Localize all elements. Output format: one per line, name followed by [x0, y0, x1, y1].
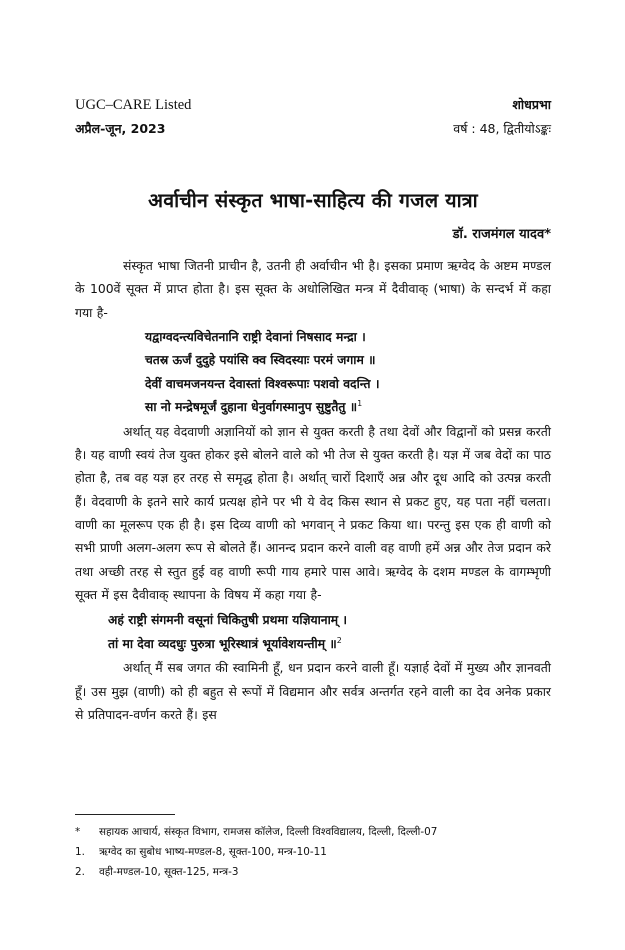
paragraph-intro: संस्कृत भाषा जितनी प्राचीन है, उतनी ही अर्वाचीन भी है। इसका प्रमाण ऋग्वेद के अष्टम मण्डल के 100वें सूक्त में प्राप्त होता है। इस सूक्त के अधोलिखित मन्त्र में दैवीवाक् (भाषा) के सन्दर्भ में कहा गया है-	[75, 258, 551, 320]
verse-line: यद्वाग्वदन्त्यविचेतनानि राष्ट्री देवानां निषसाद मन्द्रा ।	[145, 329, 366, 344]
volume-issue: वर्ष : 48, द्वितीयोऽङ्कः	[453, 121, 551, 136]
running-header-row-1	[75, 96, 551, 114]
running-header-row-2	[75, 120, 551, 137]
issue-date: अप्रैल-जून, 2023	[75, 121, 166, 136]
verse-line: अहं राष्ट्री संगमनी वसूनां चिकितुषी प्रथमा यज्ञियानाम् ।	[108, 613, 348, 628]
verse-line-last	[145, 396, 551, 420]
footnote-2	[75, 862, 551, 882]
ugc-care-listing: UGC–CARE Listed	[75, 97, 192, 113]
verse-line-last	[108, 633, 551, 657]
paragraph-explanation: अर्थात् यह वेदवाणी अज्ञानियों को ज्ञान से युक्त करती है तथा देवों और विद्वानों को प्रसन्न करती है। यह वाणी स्वयं तेज युक्त होकर इसे बोलने वाले को भी तेज से युक्त करती है। यज्ञ में जब वेदों का पाठ होता है, तब वह यज्ञ हर तरह से समृद्ध होता है। अर्थात् चारों दिशाएँ अन्न और दूध आदि को उत्पन्न करती हैं। वेदवाणी के इतने सारे कार्य प्रत्यक्ष होने पर भी ये वेद किस स्थान से प्रकट हुए, यह पता नहीं चलता। वाणी का मूलरूप एक ही है। इस दिव्य वाणी को भगवान् ने प्रकट किया था। परन्तु इस एक ही वाणी को सभी प्राणी अलग-अलग रूप से बोलते हैं। आनन्द प्रदान करने वाली वह वाणी हमें अन्न और तेज प्रदान करे तथा अच्छी तरह से स्तुत हुई वह वाणी रूपी गाय हमारे पास आवे। ऋग्वेद के दशम मण्डल के वागम्भृणी सूक्त में इस दैवीवाक् स्थापना के विषय में कहा गया है-	[75, 423, 551, 602]
footnote-separator	[75, 814, 175, 815]
verse-block-rigveda-10-125	[75, 609, 551, 656]
author-line	[75, 224, 551, 242]
verse-line: चतस्र ऊर्जं दुदुहे पयांसि क्व स्विदस्याः परमं जगाम ॥	[145, 353, 376, 368]
footnote-mark: 2.	[75, 866, 85, 878]
verse-line-text: सा नो मन्द्रेषमूर्जं दुहाना धेनुर्वागस्मानुप सुष्टुतैतु ॥	[145, 400, 358, 415]
footnote-mark: *	[75, 826, 81, 838]
footnote-ref-1: 1	[357, 399, 363, 409]
footnote-1	[75, 842, 551, 862]
author-name: डॉ. राजमंगल यादव	[452, 227, 545, 242]
footnote-ref-2: 2	[336, 635, 342, 645]
footnote-text: सहायक आचार्य, संस्कृत विभाग, रामजस कॉलेज, दिल्ली विश्वविद्यालय, दिल्ली, दिल्ली-07	[99, 826, 438, 838]
verse-line-text: तां मा देवा व्यदधुः पुरुत्रा भूरिस्थात्रं भूर्यावेशयन्तीम् ॥	[108, 636, 337, 651]
footnote-mark: 1.	[75, 846, 85, 858]
article-title: अर्वाचीन संस्कृत भाषा-साहित्य की गजल यात्रा	[148, 189, 478, 212]
journal-name: शोधप्रभा	[512, 97, 551, 112]
footnote-text: ऋग्वेद का सुबोध भाष्य-मण्डल-8, सूक्त-100, मन्त्र-10-11	[99, 846, 327, 858]
footnote-author	[75, 822, 551, 842]
verse-block-rigveda-8-100	[75, 326, 551, 420]
verse-line: देवीं वाचमजनयन्त देवास्तां विश्वरूपाः पशवो वदन्ति ।	[145, 376, 380, 391]
footnote-text: वही-मण्डल-10, सूक्त-125, मन्त्र-3	[99, 866, 239, 878]
paragraph-meaning: अर्थात् मैं सब जगत की स्वामिनी हूँ, धन प्रदान करने वाली हूँ। यज्ञार्ह देवों में मुख्य और ज्ञानवती हूँ। उस मुझ (वाणी) को ही बहुत से रूपों में विद्यमान और सर्वत्र अन्तर्गत रहने वाली का देव अनेक प्रकार से प्रतिपादन-वर्णन करते हैं। इस	[75, 660, 551, 722]
footnotes	[75, 822, 551, 882]
author-footnote-mark: *	[544, 227, 551, 242]
